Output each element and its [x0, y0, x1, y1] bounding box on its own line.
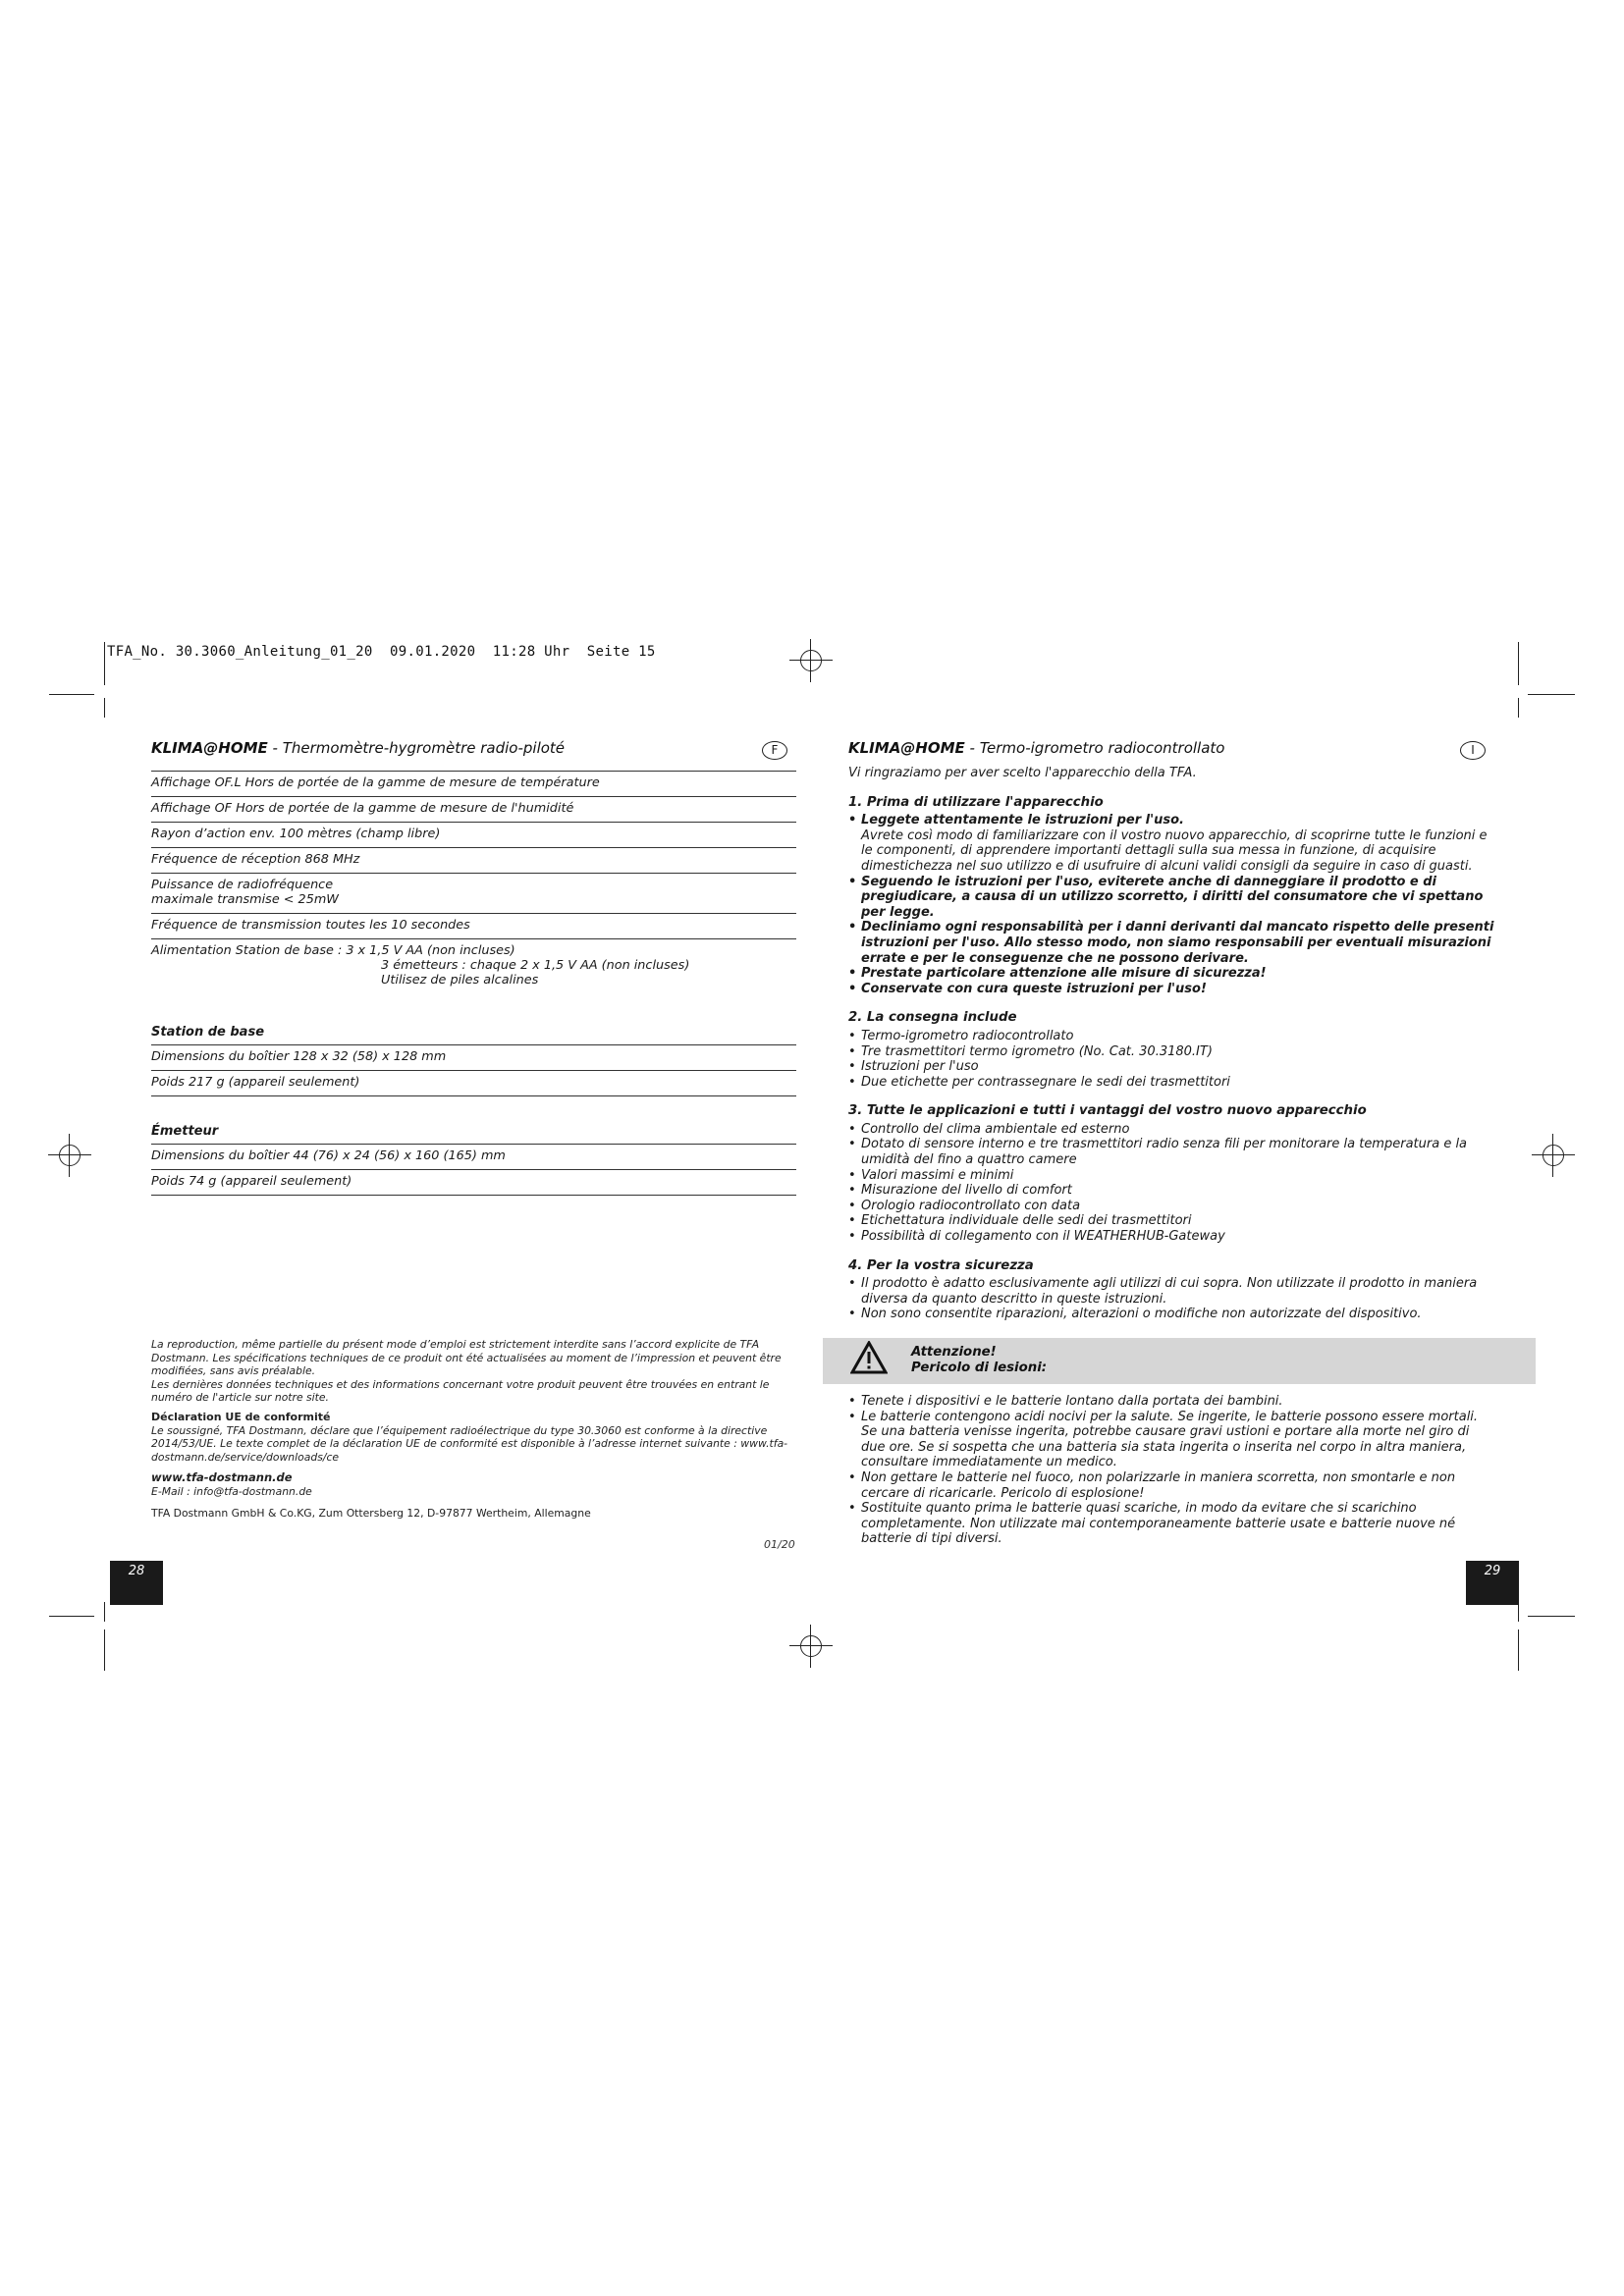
spec-row: Affichage OF Hors de portée de la gamme de mesure de l'humidité	[151, 797, 796, 823]
crop-mark	[1518, 1629, 1519, 1671]
section-4-list	[848, 1276, 1496, 1322]
crop-mark	[49, 1616, 94, 1617]
spec-row: Dimensions du boîtier 128 x 32 (58) x 128 mm	[151, 1045, 796, 1071]
list-item-subtext: Avrete così modo di familiarizzare con il vostro nuovo apparecchio, di scoprirne tutte le funzioni e le componenti, di apprendere importanti dettagli sulla sua messa in funzione, di acquisire dimestichezza nel suo utilizzo e di usufruire di alcuni validi consigli da seguire in caso di guasti.	[861, 828, 1488, 874]
section-heading: 4. Per la vostra sicurezza	[848, 1257, 1034, 1273]
list-item: • Non gettare le batterie nel fuoco, non polarizzarle in maniera scorretta, non smontarle e non cercare di ricaricarle. Pericolo di esplosione!	[848, 1470, 1496, 1501]
crop-mark	[104, 1629, 105, 1671]
crop-mark	[1528, 1616, 1575, 1617]
spec-row: Fréquence de réception 868 MHz	[151, 848, 796, 874]
section-2-list	[848, 1029, 1496, 1090]
italian-content	[848, 766, 1496, 1322]
warning-text	[911, 1345, 1047, 1376]
registration-mark	[789, 639, 833, 682]
declaration-heading: Déclaration UE de conformité	[151, 1410, 331, 1423]
base-station-heading: Station de base	[151, 1021, 796, 1045]
supply-line: Utilisez de piles alcalines	[381, 973, 539, 988]
spec-row: Dimensions du boîtier 44 (76) x 24 (56) x 160 (165) mm	[151, 1145, 796, 1170]
list-item: • Prestate particolare attenzione alle misure di sicurezza!	[848, 966, 1496, 982]
section-heading: 2. La consegna include	[848, 1010, 1017, 1026]
list-item: • Sostituite quanto prima le batterie quasi scariche, in modo da evitare che si scarichino completamente. Non utilizzate mai contemporaneamente batterie usate e batterie nuove né batterie di tipi diversi.	[848, 1501, 1496, 1547]
list-item: • Termo-igrometro radiocontrollato	[848, 1029, 1496, 1044]
supply-line: 3 émetteurs : chaque 2 x 1,5 V AA (non incluses)	[381, 958, 690, 973]
right-page-title	[848, 739, 1224, 757]
section-heading: 1. Prima di utilizzare l'apparecchio	[848, 794, 1104, 810]
list-item: • Etichettatura individuale delle sedi dei trasmettitori	[848, 1213, 1496, 1229]
warning-subtitle: Pericolo di lesioni:	[911, 1361, 1048, 1375]
left-title-rest: - Thermomètre-hygromètre radio-piloté	[267, 739, 566, 757]
email-link[interactable]: E-Mail : info@tfa-dostmann.de	[151, 1484, 312, 1498]
list-item: • Le batterie contengono acidi nocivi per la salute. Se ingerite, le batterie possono essere mortali. Se una batteria venisse ingerita, potrebbe causare gravi ustioni e portare alla morte nel giro di due ore. Se si sospetta che una batteria sia stata ingerita o inserita nel corpo in altra maniera, consultare immediatamente un medico.	[848, 1410, 1496, 1470]
supply-line: Alimentation Station de base : 3 x 1,5 V AA (non incluses)	[151, 943, 515, 958]
section-3-list	[848, 1122, 1496, 1245]
crop-mark	[1518, 1602, 1519, 1622]
registration-mark	[48, 1134, 91, 1177]
lang-badge-i: I	[1460, 741, 1486, 760]
spec-row-power	[151, 874, 796, 914]
left-title-brand: KLIMA@HOME	[151, 739, 268, 757]
warning-triangle-icon	[850, 1341, 888, 1374]
warning-list	[848, 1394, 1496, 1547]
crop-mark	[104, 698, 105, 718]
list-item: • Istruzioni per l'uso	[848, 1059, 1496, 1075]
spec-table	[151, 771, 796, 1196]
section-heading: 3. Tutte le applicazioni e tutti i vantaggi del vostro nuovo apparecchio	[848, 1103, 1367, 1119]
legal-paragraph: La reproduction, même partielle du présent mode d’emploi est strictement interdite sans l’accord explicite de TFA Dostmann. Les spécifications techniques de ce produit ont été actualisées au moment de l’impression et peuvent être modifiées, sans avis préalable.	[151, 1338, 782, 1378]
right-title-rest: - Termo-igrometro radiocontrollato	[964, 739, 1225, 757]
spec-row: Affichage OF.L Hors de portée de la gamme de mesure de température	[151, 771, 796, 797]
list-item: • Due etichette per contrassegnare le sedi dei trasmettitori	[848, 1075, 1496, 1091]
list-item-text: Leggete attentamente le istruzioni per l'uso.	[861, 813, 1184, 828]
list-item: • Orologio radiocontrollato con data	[848, 1199, 1496, 1214]
left-page-title	[151, 739, 565, 757]
spec-row: Poids 217 g (appareil seulement)	[151, 1071, 796, 1096]
section-1-list	[848, 813, 1496, 996]
crop-mark	[1518, 698, 1519, 718]
spec-row-supply	[151, 939, 796, 993]
power-line: maximale transmise < 25mW	[151, 892, 339, 907]
transmitter-heading: Émetteur	[151, 1120, 796, 1145]
crop-mark	[49, 694, 94, 695]
list-item: • Decliniamo ogni responsabilità per i danni derivanti dal mancato rispetto delle presenti istruzioni per l'uso. Allo stesso modo, non siamo responsabili per eventuali misurazioni errate e per le conseguenze che ne possono derivare.	[848, 920, 1496, 966]
list-item: • Conservate con cura queste istruzioni per l'uso!	[848, 982, 1496, 997]
printer-slug: TFA_No. 30.3060_Anleitung_01_20 09.01.2020 11:28 Uhr Seite 15	[107, 644, 656, 660]
page-number-left: 28	[110, 1561, 163, 1605]
crop-mark	[1518, 642, 1519, 685]
legal-paragraph: Les dernières données techniques et des informations concernant votre produit peuvent être trouvées en entrant le numéro de l'article sur notre site.	[151, 1377, 770, 1405]
legal-notice	[151, 1338, 796, 1520]
page-number-right: 29	[1466, 1561, 1519, 1605]
crop-mark	[1528, 694, 1575, 695]
list-item	[848, 813, 1496, 874]
crop-mark	[104, 1602, 105, 1622]
list-item: • Tre trasmettitori termo igrometro (No. Cat. 30.3180.IT)	[848, 1044, 1496, 1060]
intro-text: Vi ringraziamo per aver scelto l'apparecchio della TFA.	[848, 766, 1197, 780]
list-item: • Misurazione del livello di comfort	[848, 1183, 1496, 1199]
company-address: TFA Dostmann GmbH & Co.KG, Zum Ottersberg 12, D-97877 Wertheim, Allemagne	[151, 1506, 591, 1520]
website-link[interactable]: www.tfa-dostmann.de	[151, 1470, 293, 1485]
declaration-text: Le soussigné, TFA Dostmann, déclare que l’équipement radioélectrique du type 30.3060 est conforme à la directive 2014/53/UE. Le texte complet de la déclaration UE de conformité est disponible à l’adresse internet suivante : www.tfa-dostmann.de/service/downloads/ce	[151, 1423, 788, 1464]
lang-badge-f: F	[762, 741, 787, 760]
list-item: • Possibilità di collegamento con il WEATHERHUB-Gateway	[848, 1229, 1496, 1245]
warning-title: Attenzione!	[911, 1345, 997, 1360]
list-item: • Controllo del clima ambientale ed esterno	[848, 1122, 1496, 1138]
crop-mark	[104, 642, 105, 685]
power-line: Puissance de radiofréquence	[151, 878, 334, 892]
list-item: • Il prodotto è adatto esclusivamente agli utilizzi di cui sopra. Non utilizzate il prodotto in maniera diversa da quanto descritto in queste istruzioni.	[848, 1276, 1496, 1307]
list-item: • Valori massimi e minimi	[848, 1168, 1496, 1184]
list-item: • Dotato di sensore interno e tre trasmettitori radio senza fili per monitorare la temperatura e la umidità del fino a quattro camere	[848, 1137, 1496, 1167]
spec-row: Poids 74 g (appareil seulement)	[151, 1170, 796, 1196]
list-item: • Non sono consentite riparazioni, alterazioni o modifiche non autorizzate del dispositivo.	[848, 1307, 1496, 1322]
version-label: 01/20	[764, 1538, 795, 1551]
registration-mark	[1532, 1134, 1575, 1177]
right-title-brand: KLIMA@HOME	[848, 739, 965, 757]
list-item: • Seguendo le istruzioni per l'uso, eviterete anche di danneggiare il prodotto e di pregiudicare, a causa di un utilizzo scorretto, i diritti del consumatore che vi spettano per legge.	[848, 875, 1496, 921]
spec-row-transmission: Fréquence de transmission toutes les 10 secondes	[151, 914, 796, 939]
list-item: • Tenete i dispositivi e le batterie lontano dalla portata dei bambini.	[848, 1394, 1496, 1410]
spec-row: Rayon d’action env. 100 mètres (champ libre)	[151, 823, 796, 848]
registration-mark	[789, 1625, 833, 1668]
